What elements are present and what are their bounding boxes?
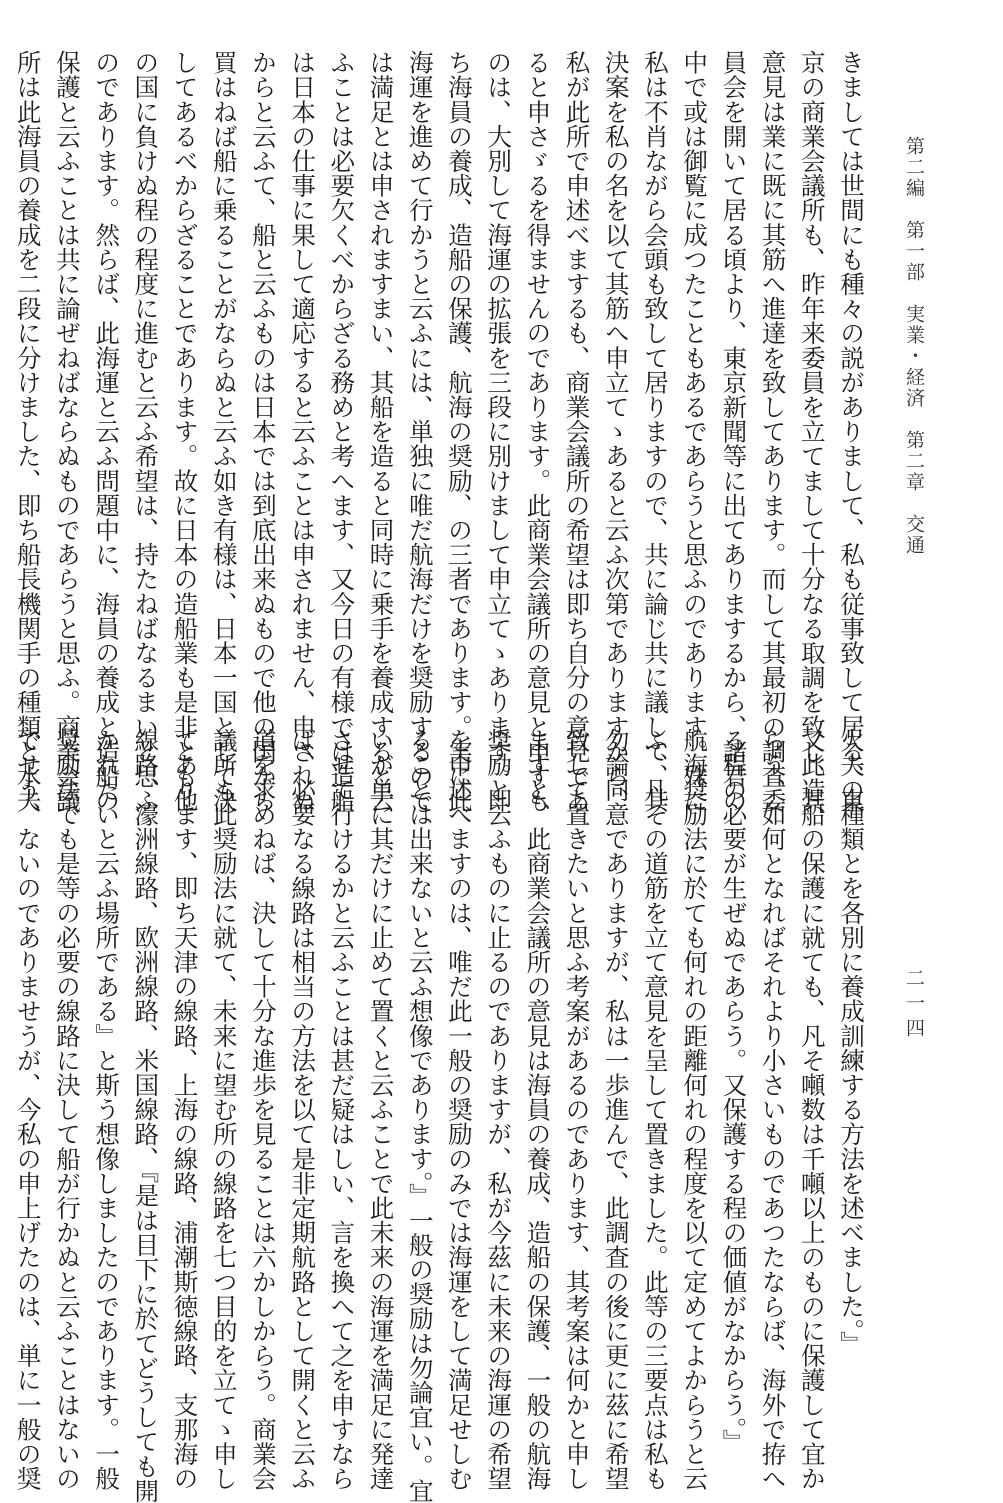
text-column: 道を求めねば、決して十分な進歩を見ることは六かしからう。商業会 — [248, 728, 278, 1491]
text-column: 奨励と云ふものに止るのでありますが、私が今茲に未来の海運の希望 — [484, 728, 514, 1491]
text-column: 海運を進めて行かうと云ふには、単独に唯だ航海だけを奨励するので — [405, 50, 435, 813]
text-column: してあるべからざることであります。故に日本の造船業も是非とも他 — [170, 50, 200, 813]
text-column: る程の必要が生ぜぬであらう。又保護する程の価値がなからう。』 — [719, 728, 749, 1454]
text-column: ふことは必要欠くべからざる務めと考へます、又今日の有様では造船 — [327, 50, 357, 813]
text-column: 私は不肖ながら会頭も致して居りますので、共に論じ共に議して、其 — [640, 50, 670, 813]
text-column: の国に負けぬ程の程度に進むと云ふ希望は、持たねばなるまいと思ふ — [131, 50, 161, 813]
text-column: ますと、此商業会議所の意見は海員の養成、造船の保護、一般の航海 — [523, 728, 553, 1491]
text-column: かれたいと云ふ場所である』と斯う想像しましたのであります。一般 — [92, 728, 122, 1491]
text-column: からと云ふて、船と云ふものは日本では到底出来ぬもので他の国から — [248, 50, 278, 813]
text-column: 線路、濠洲線路、欧洲線路、米国線路、『是は目下に於てどうしても開 — [131, 728, 161, 1503]
text-column: きましては世間にも種々の説がありまして、私も従事致して居る、東 — [837, 50, 866, 813]
text-column: 私が此所で申述べまするも、商業会議所の希望は即ち自分の意見であ — [562, 50, 592, 813]
text-column: ると申さゞるを得ませんのであります。此商業会議所の意見と申すも — [523, 50, 553, 813]
text-column: 所は此海員の養成を二段に分けました、即ち船長機関手の種類と水夫 — [13, 50, 43, 813]
text-column: は満足とは申されますまい、其船を造ると同時に乗手を養成すると云 — [366, 50, 396, 813]
text-column: ることは出来ないと云ふ想像であります。』一般の奨励は勿論宜い。宜 — [405, 728, 435, 1503]
text-column: 中で或は御覧に成つたこともあるであらうと思ふのであります。殊に — [680, 50, 710, 813]
running-head: 第二編 第一部 実業・経済 第二章 交通 — [903, 136, 925, 556]
text-column: 決案を私の名を以て其筋へ申立てゝあると云ふ次第でありますから、 — [601, 50, 631, 813]
text-column: 議所も此奨励法に就て、未来に望む所の線路を七つ目的を立てゝ申し — [209, 728, 239, 1491]
lower-text-block — [13, 728, 871, 1503]
text-column: 員会を開いて居る頃より、東京新聞等に出てありまするから、諸君の — [719, 50, 749, 813]
text-column: 意見は業に既に其筋へ進達を致してあります。而して其最初の調査委 — [758, 50, 788, 813]
text-column: 保護と云ふことは共に論ぜねばならぬものであらうと思ふ。商業会議 — [52, 50, 82, 813]
text-column: のは、大別して海運の拡張を三段に別けまして申立てゝあります。即 — [484, 50, 514, 813]
text-column: らう、如何となればそれより小さいものであつたならば、海外で拵へ — [758, 728, 788, 1491]
text-column: 京の商業会議所も、昨年来委員を立てまして十分なる取調を致し、其 — [797, 50, 827, 813]
text-column: 火夫の種類とを各別に養成訓練する方法を述べました。』 — [837, 728, 866, 1356]
text-column: てあります、即ち天津の線路、上海の線路、浦潮斯徳線路、支那海の — [170, 728, 200, 1491]
text-column: 奨励法でも是等の必要の線路に決して船が行かぬと云ふことはないの — [52, 728, 82, 1491]
text-column: いが単に其だけに止めて置くと云ふことで此未来の海運を満足に発達 — [366, 728, 396, 1491]
text-column: 又此造船の保護に就ても、凡そ噸数は千噸以上のものに保護して宜か — [797, 728, 827, 1491]
page-number: 二一四 — [903, 968, 925, 1043]
upper-text-block — [13, 50, 871, 813]
text-column: ば、必要なる線路は相当の方法を以て是非定期航路として開くと云ふ — [288, 728, 318, 1491]
text-column: ふ、凡その道筋を立て意見を呈して置きました。此等の三要点は私も — [640, 728, 670, 1491]
text-column: を申述べますのは、唯だ此一般の奨励のみでは海運をして満足せしむ — [444, 728, 474, 1491]
text-column: 航海奨励法に於ても何れの距離何れの程度を以て定めてよからうと云 — [680, 728, 710, 1491]
text-column: のであります。然らば、此海運と云ふ問題中に、海員の養成と造船の — [92, 50, 122, 813]
text-column: 勿論同意でありますが、私は一歩進んで、此調査の後に更に茲に希望 — [601, 728, 631, 1491]
text-column: は日本の仕事に果して適応すると云ふことは申されません、申されぬ — [288, 50, 318, 813]
text-column: ち海員の養成、造船の保護、航海の奨励、の三者であります。実に此 — [444, 50, 474, 813]
text-column: 致して置きたいと思ふ考案があるのであります、其考案は何かと申し — [562, 728, 592, 1491]
text-column: させて行けるかと云ふことは甚だ疑はしい、言を換へて之を申すなら — [327, 728, 357, 1491]
text-column: 買はねば船に乗ることがならぬと云ふ如き有様は、日本一国として決 — [209, 50, 239, 813]
text-column: でせう、ないのでありませうが、今私の申上げたのは、単に一般の奨 — [13, 728, 43, 1491]
